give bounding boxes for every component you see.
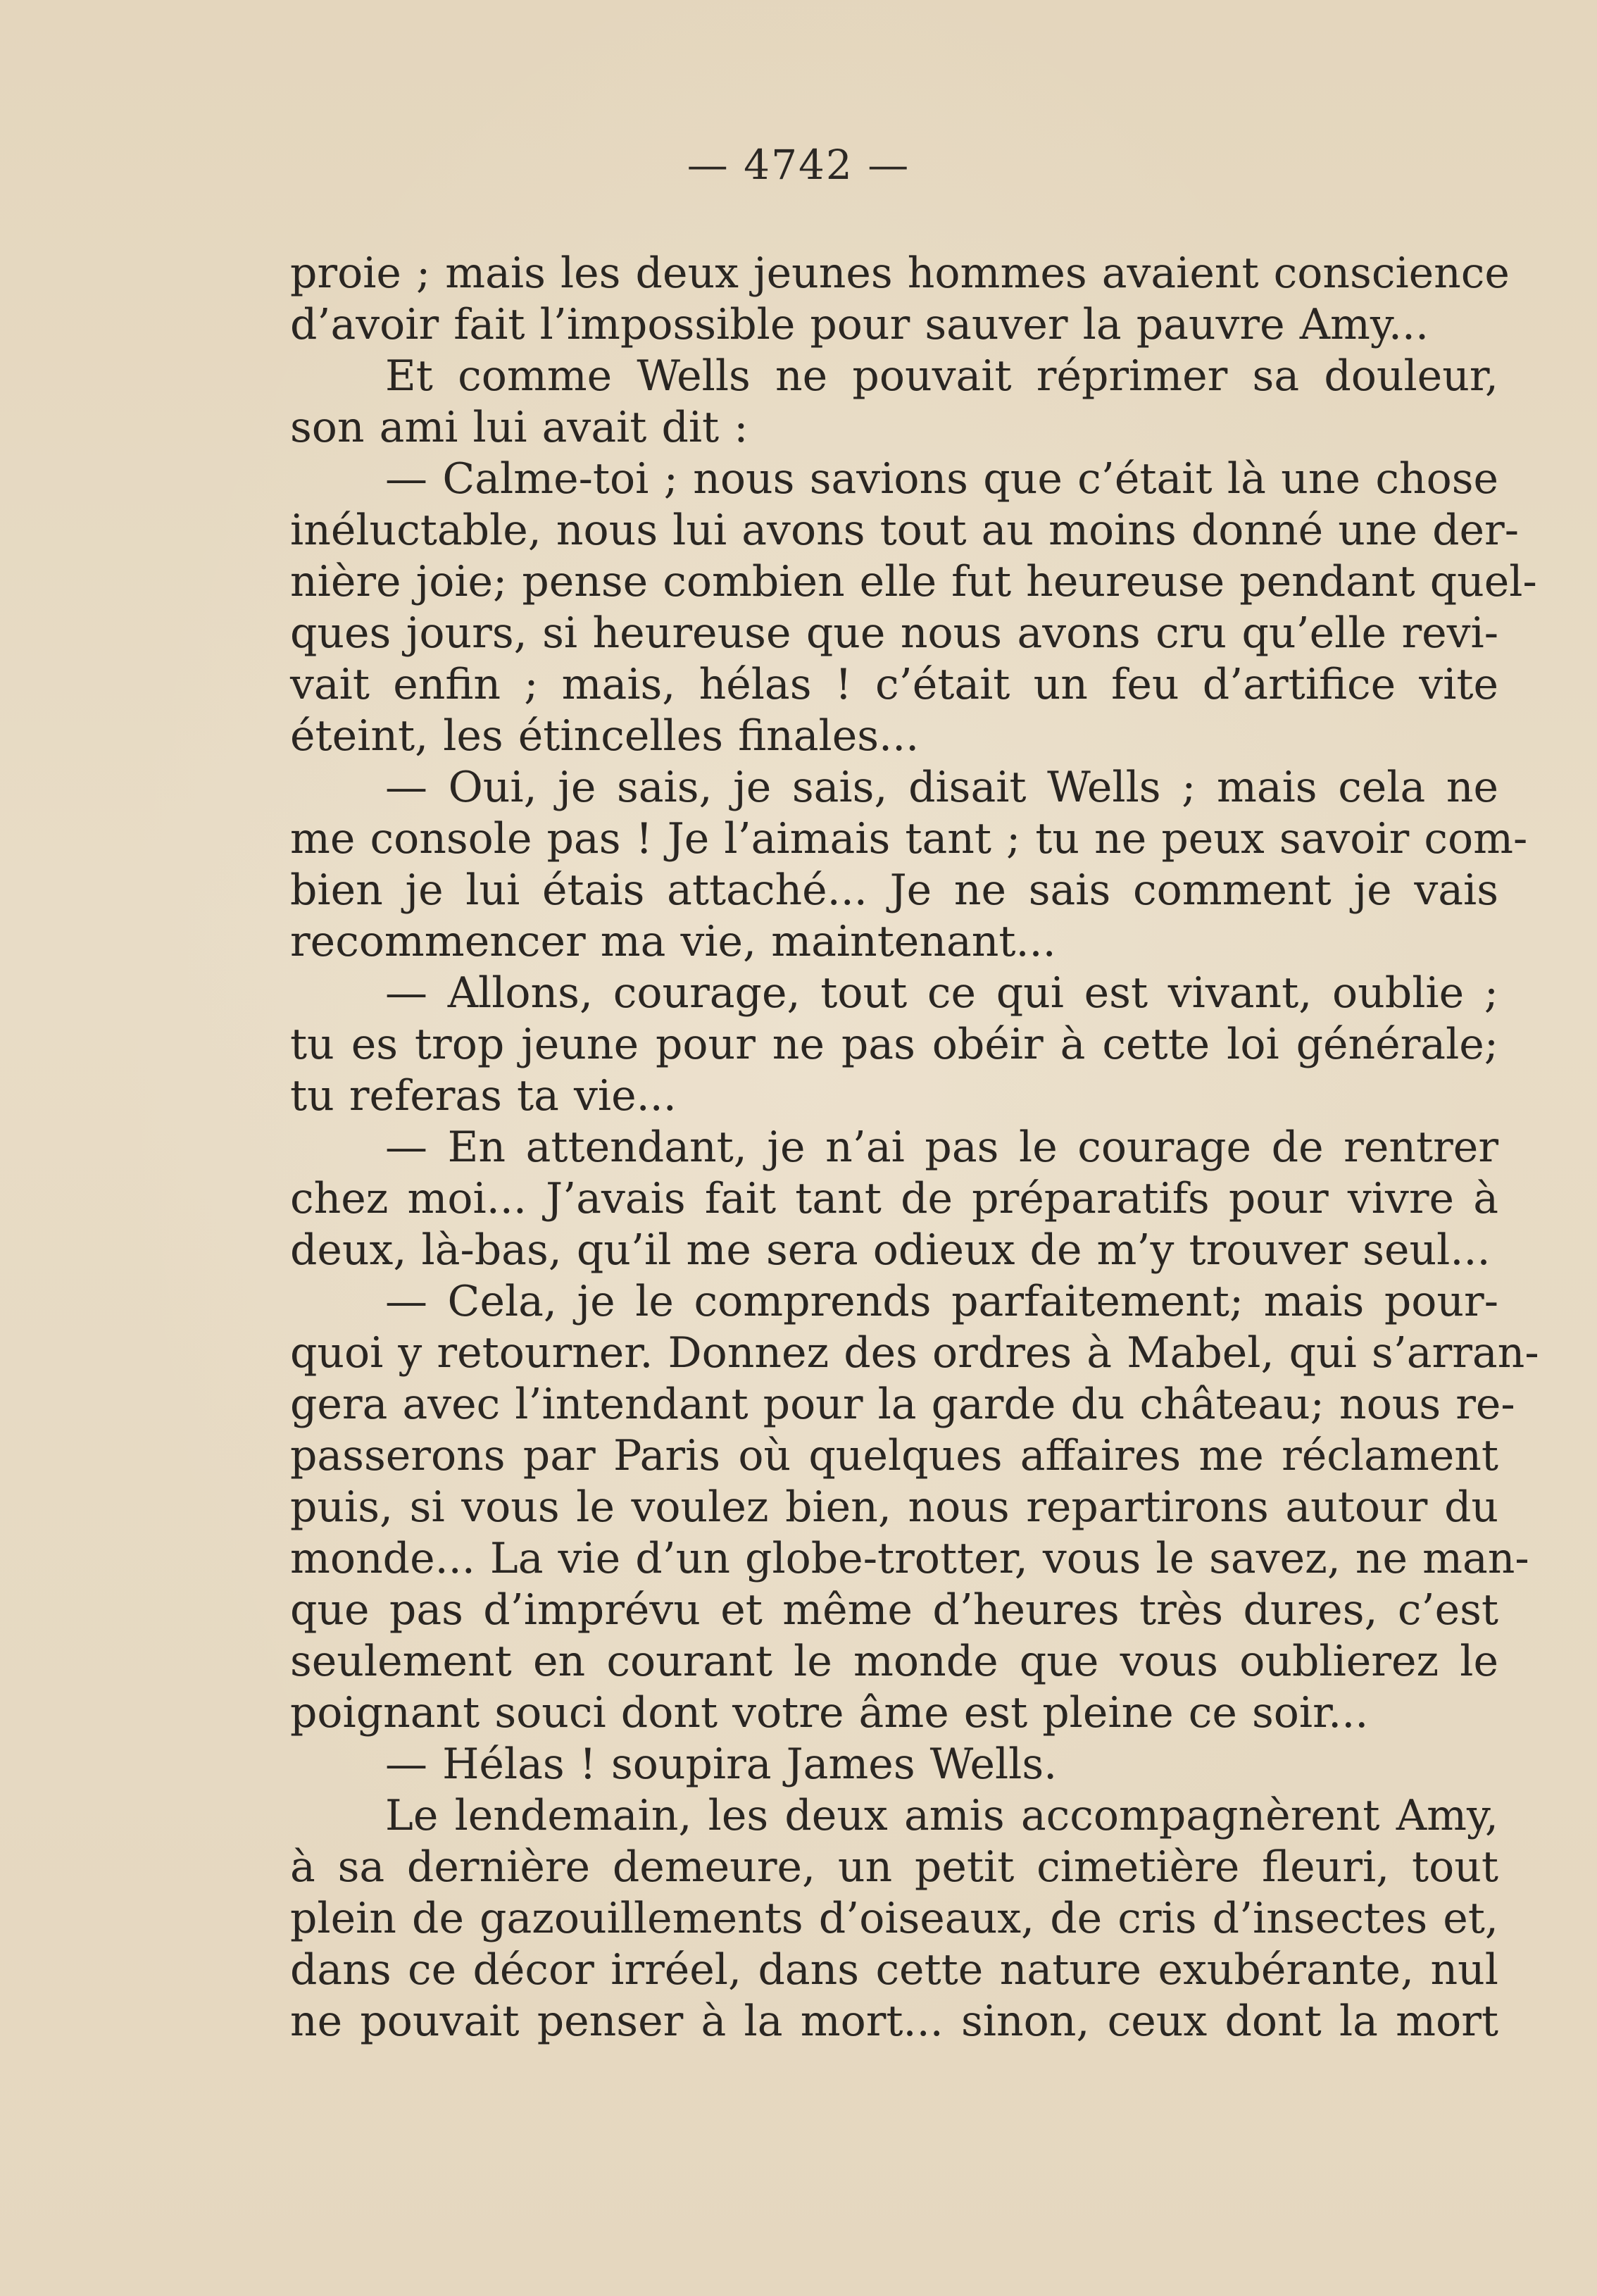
text-line: me console pas ! Je l’aimais tant ; tu ne peux savoir com- [290,814,1528,863]
text-line: deux, là-bas, qu’il me sera odieux de m’y trouver seul... [290,1225,1491,1275]
text-line: ne pouvait penser à la mort... sinon, ceux dont la mort [290,1997,1498,2046]
text-line: tu referas ta vie... [290,1071,677,1121]
text-line: recommencer ma vie, maintenant... [290,917,1056,966]
text-line: quoi y retourner. Donnez des ordres à Mabel, qui s’arran- [290,1328,1539,1378]
text-line: poignant souci dont votre âme est pleine ce soir... [290,1688,1369,1737]
text-line: passerons par Paris où quelques affaires me réclament [290,1431,1498,1480]
text-line: à sa dernière demeure, un petit cimetière fleuri, tout [290,1842,1498,1892]
text-line: — Allons, courage, tout ce qui est vivant, oublie ; [385,968,1498,1018]
text-line: nière joie; pense combien elle fut heureuse pendant quel- [290,557,1537,606]
text-line: seulement en courant le monde que vous oublierez le [290,1637,1498,1686]
text-line: dans ce décor irréel, dans cette nature exubérante, nul [290,1945,1498,1995]
text-line: gera avec l’intendant pour la garde du château; nous re- [290,1380,1515,1429]
text-line: ques jours, si heureuse que nous avons cru qu’elle revi- [290,609,1498,658]
text-line: que pas d’imprévu et même d’heures très dures, c’est [290,1585,1498,1635]
text-line: bien je lui étais attaché... Je ne sais comment je vais [290,866,1498,915]
text-line: inéluctable, nous lui avons tout au moins donné une der- [290,506,1519,555]
text-line: tu es trop jeune pour ne pas obéir à cette loi générale; [290,1020,1498,1069]
text-line: — Calme-toi ; nous savions que c’était là une chose [385,454,1498,504]
text-line: Et comme Wells ne pouvait réprimer sa douleur, [385,351,1498,401]
text-line: d’avoir fait l’impossible pour sauver la pauvre Amy... [290,300,1429,349]
text-line: Le lendemain, les deux amis accompagnèrent Amy, [385,1791,1498,1840]
text-line: vait enfin ; mais, hélas ! c’était un feu d’artifice vite [290,660,1498,709]
text-line: son ami lui avait dit : [290,403,749,452]
text-line: monde... La vie d’un globe-trotter, vous le savez, ne man- [290,1534,1529,1583]
text-line: — Cela, je le comprends parfaitement; mais pour- [385,1277,1498,1326]
page-number: — 4742 — [687,141,910,189]
text-line: — Oui, je sais, je sais, disait Wells ; mais cela ne [385,763,1498,812]
text-line: — En attendant, je n’ai pas le courage de rentrer [385,1123,1498,1172]
text-line: éteint, les étincelles finales... [290,711,920,761]
text-line: puis, si vous le voulez bien, nous repartirons autour du [290,1483,1498,1532]
body-text [290,248,1539,2047]
text-line: — Hélas ! soupira James Wells. [385,1740,1058,1789]
text-line: proie ; mais les deux jeunes hommes avaient conscience [290,249,1510,298]
text-line: plein de gazouillements d’oiseaux, de cris d’insectes et, [290,1894,1498,1943]
text-line: chez moi... J’avais fait tant de préparatifs pour vivre à [290,1174,1498,1223]
